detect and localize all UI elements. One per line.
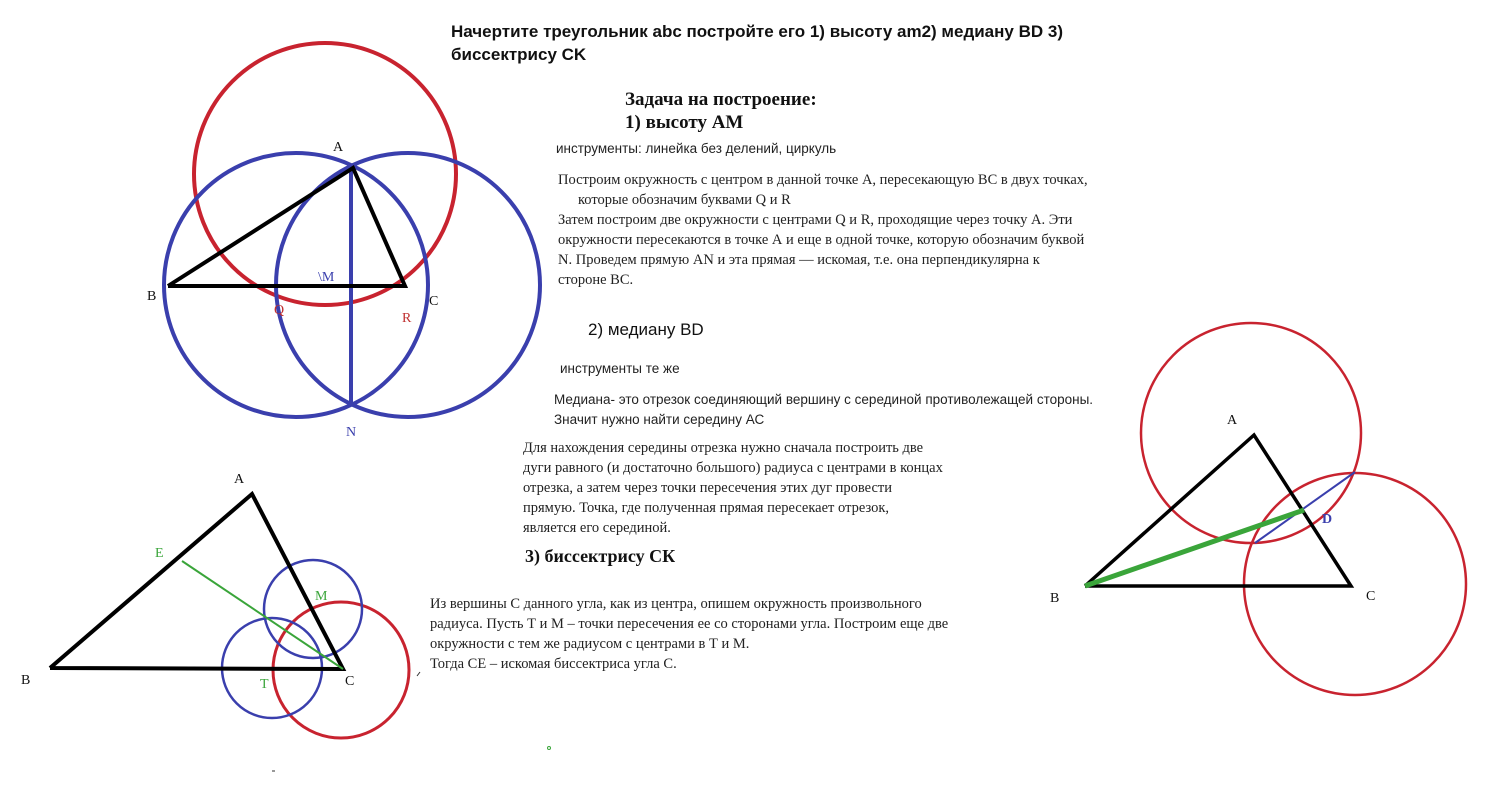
circle-center-a-2 bbox=[1141, 323, 1361, 543]
part1-line: окружности пересекаются в точке А и еще в одной точке, которую обозначим буквой bbox=[558, 232, 1085, 248]
label-q-1: Q bbox=[274, 303, 285, 318]
part3-line: Из вершины С данного угла, как из центра, опишем окружность произвольного bbox=[430, 596, 922, 612]
part2-line: отрезка, а затем через точки пересечения этих дуг провести bbox=[523, 480, 892, 496]
label-c-2: C bbox=[1366, 589, 1376, 604]
part2-line: дуги равного (и достаточно большого) радиуса с центрами в концах bbox=[523, 460, 943, 476]
circle-center-a bbox=[194, 43, 456, 305]
bisector-ce bbox=[182, 561, 343, 669]
part1-line: которые обозначим буквами Q и R bbox=[578, 192, 791, 208]
page-title-line2: биссектрису CK bbox=[451, 45, 587, 64]
part1-line: Затем построим две окружности с центрами Q и R, проходящие через точку А. Эти bbox=[558, 212, 1073, 228]
part2-definition bbox=[554, 390, 1093, 430]
part3-line: радиуса. Пусть Т и М – точки пересечения ее со сторонами угла. Построим еще две bbox=[430, 616, 949, 632]
part1-heading: 1) высоту AM bbox=[625, 112, 744, 133]
part3-text bbox=[430, 594, 948, 674]
median-bd bbox=[1085, 510, 1304, 586]
part2-def-line: Медиана- это отрезок соединяющий вершину с серединой противолежащей стороны. bbox=[554, 392, 1094, 407]
label-a-1: A bbox=[333, 140, 344, 155]
label-n-1: N bbox=[346, 425, 357, 440]
part3-line: Тогда СЕ – искомая биссектриса угла С. bbox=[430, 656, 677, 672]
part2-heading: 2) медиану BD bbox=[588, 320, 704, 339]
label-m-3: M bbox=[315, 589, 328, 604]
part1-line: стороне ВС. bbox=[558, 272, 634, 288]
part3-line: окружности с тем же радиусом с центрами в Т и М. bbox=[430, 636, 750, 652]
figure-bisector bbox=[21, 472, 409, 738]
triangle-abc-3 bbox=[50, 494, 343, 669]
part2-line: Для нахождения середины отрезка нужно сначала построить две bbox=[523, 440, 924, 456]
part3-heading: 3) биссектрису СК bbox=[525, 546, 676, 566]
figure-median bbox=[1050, 323, 1466, 695]
tools1-text: инструменты: линейка без делений, циркуль bbox=[556, 141, 837, 156]
figure-altitude bbox=[147, 43, 540, 440]
stray-mark-1 bbox=[417, 672, 420, 676]
part2-line: прямую. Точка, где полученная прямая пересекает отрезок, bbox=[523, 500, 890, 516]
label-t-3: T bbox=[260, 677, 269, 692]
part2-line: является его серединой. bbox=[523, 520, 671, 536]
label-b-3: B bbox=[21, 673, 31, 688]
label-a-3: A bbox=[234, 472, 245, 487]
label-m-1: \M bbox=[318, 270, 335, 285]
page-title-line1: Начертите треугольник abc постройте его 1) высоту am2) медиану BD 3) bbox=[451, 22, 1063, 41]
part2-def-line: Значит нужно найти середину АС bbox=[554, 412, 765, 427]
tools2-text: инструменты те же bbox=[560, 361, 680, 376]
label-c-1: C bbox=[429, 294, 439, 309]
part1-text bbox=[558, 170, 1088, 290]
triangle-abc-2 bbox=[1085, 435, 1351, 586]
label-a-2: A bbox=[1227, 413, 1238, 428]
task-heading: Задача на построение: bbox=[625, 89, 817, 110]
label-b-2: B bbox=[1050, 591, 1060, 606]
label-c-3: C bbox=[345, 674, 355, 689]
part2-text bbox=[523, 438, 943, 538]
part1-line: Построим окружность с центром в данной точке А, пересекающую ВС в двух точках, bbox=[558, 172, 1088, 188]
label-d-2: D bbox=[1322, 512, 1333, 527]
circle-center-c-2 bbox=[1244, 473, 1466, 695]
label-b-1: B bbox=[147, 289, 157, 304]
perpendicular-bisector-ac bbox=[1255, 472, 1355, 543]
label-r-1: R bbox=[402, 311, 412, 326]
stray-dot bbox=[548, 747, 551, 750]
part1-line: N. Проведем прямую AN и эта прямая — искомая, т.е. она перпендикулярна к bbox=[558, 252, 1040, 268]
label-e-3: E bbox=[155, 546, 164, 561]
